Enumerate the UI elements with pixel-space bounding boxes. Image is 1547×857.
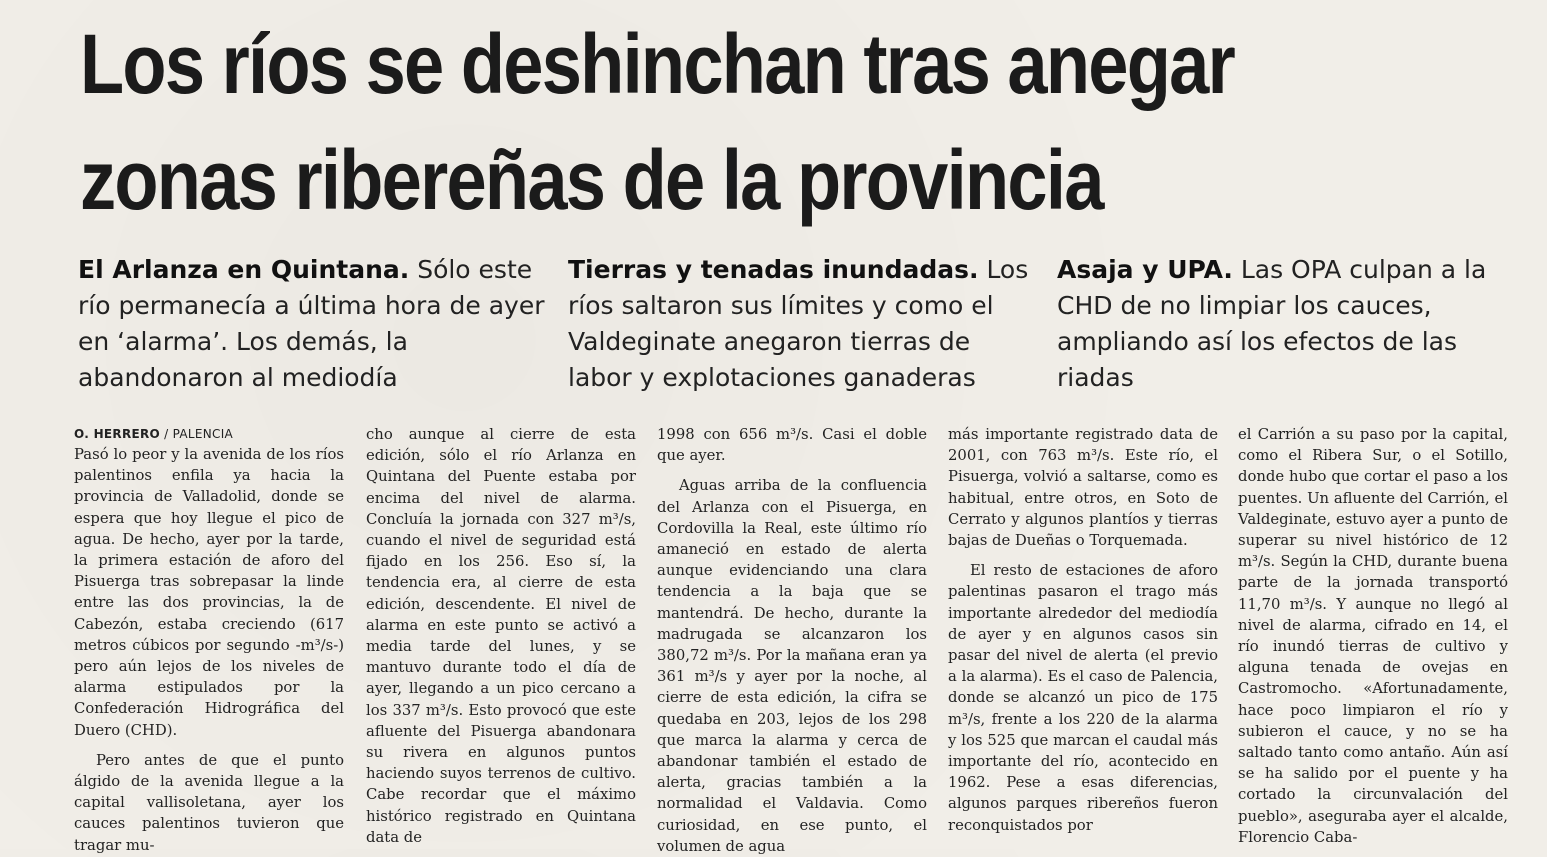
paragraph: más importante registrado data de 2001, con 763 m³/s. Este río, el Pisuerga, volvió a saltarse, como es habitual, entre otros, en Soto de Cerrato y algunos plantíos y tierras bajas de Dueñas o Torquemada. [948, 426, 1218, 550]
paragraph: El resto de estaciones de aforo palentinas pasaron el trago más importante alrededor del mediodía de ayer y en algunos casos sin pasar del nivel de alerta (el previo a la alarma). Es el caso de Palencia, donde se alcanzó un pico de 175 m³/s, frente a los 220 de la alarma y los 525 que marcan el caudal más importante del río, acontecido en 1962. Pese a esas diferencias, algunos parques ribereños fueron reconquistados por [948, 562, 1218, 834]
paragraph: Aguas arriba de la confluencia del Arlanza con el Pisuerga, en Cordovilla la Real, este último río amaneció en estado de alerta aunque evidenciando una clara tendencia a la baja que se mantendrá. De hecho, durante la madrugada se alcanzaron los 380,72 m³/s. Por la mañana eran ya 361 m³/s y ayer por la noche, al cierre de esta edición, la cifra se quedaba en 203, lejos de los 298 que marca la alarma y cerca de abandonar también el estado de alerta, gracias también a la normalidad el Valdavia. Como curiosidad, en ese punto, el volumen de agua [657, 477, 927, 855]
body-column-2 [366, 424, 636, 848]
deck-2-lead: Tierras y tenadas inundadas. [568, 255, 979, 284]
deck-1 [78, 252, 548, 396]
body-column-3 [657, 424, 927, 857]
paragraph: Pero antes de que el punto álgido de la avenida llegue a la capital vallisoletana, ayer los cauces palentinos tuvieron que tragar mu- [74, 751, 344, 854]
headline [80, 6, 1318, 238]
deck-2-text: Los ríos saltaron sus límites y como el Valdeginate anegaron tierras de labor y explotaciones ganaderas [568, 255, 1029, 392]
byline-location: / PALENCIA [160, 427, 234, 441]
deck-3-lead: Asaja y UPA. [1057, 255, 1233, 284]
byline-author: O. HERRERO [74, 427, 161, 441]
headline-line-1: Los ríos se deshinchan tras anegar [80, 17, 1234, 111]
deck-1-text: Sólo este río permanecía a última hora de ayer en ‘alarma’. Los demás, la abandonaron al mediodía [78, 255, 545, 392]
deck-1-lead: El Arlanza en Quintana. [78, 255, 410, 284]
body-column-4 [948, 424, 1218, 836]
paragraph: el Carrión a su paso por la capital, como el Ribera Sur, o el Sotillo, donde hubo que cortar el paso a los puentes. Un afluente del Carrión, el Valdeginate, estuvo ayer a punto de superar su nivel histórico de 12 m³/s. Según la CHD, durante buena parte de la jornada transportó 11,70 m³/s. Y aunque no llegó al nivel de alarma, cifrado en 14, el río inundó tierras de cultivo y alguna tenada de ovejas en Castromocho. «Afortunadamente, hace poco limpiaron el río y subieron el cauce, y no se ha saltado tanto como antaño. Aún así se ha salido por el puente y ha cortado la circunvalación del pueblo», aseguraba ayer el alcalde, Florencio Caba- [1238, 426, 1508, 846]
body-column-5 [1238, 424, 1508, 848]
byline [74, 424, 344, 444]
deck-3-text: Las OPA culpan a la CHD de no limpiar los cauces, ampliando así los efectos de las riadas [1057, 255, 1487, 392]
deck-3 [1057, 252, 1507, 396]
body-column-1 [74, 424, 344, 856]
paragraph: cho aunque al cierre de esta edición, sólo el río Arlanza en Quintana del Puente estaba por encima del nivel de alarma. Concluía la jornada con 327 m³/s, cuando el nivel de seguridad está fijado en los 256. Eso sí, la tendencia era, al cierre de esta edición, descendente. El nivel de alarma en este punto se activó a media tarde del lunes, y se mantuvo durante todo el día de ayer, llegando a un pico cercano a los 337 m³/s. Esto provocó que este afluente del Pisuerga abandonara su rivera en algunos puntos haciendo suyos terrenos de cultivo. Cabe recordar que el máximo histórico registrado en Quintana data de [366, 426, 636, 846]
paragraph: Pasó lo peor y la avenida de los ríos palentinos enfila ya hacia la provincia de Valladolid, donde se espera que hoy llegue el pico de agua. De hecho, ayer por la tarde, la primera estación de aforo del Pisuerga tras sobrepasar la linde entre las dos provincias, la de Cabezón, estaba creciendo (617 metros cúbicos por segundo -m³/s-) pero aún lejos de los niveles de alarma estipulados por la Confederación Hidrográfica del Duero (CHD). [74, 446, 344, 739]
headline-line-2: zonas ribereñas de la provincia [80, 133, 1103, 227]
paragraph: 1998 con 656 m³/s. Casi el doble que ayer. [657, 426, 927, 465]
deck-2 [568, 252, 1038, 396]
